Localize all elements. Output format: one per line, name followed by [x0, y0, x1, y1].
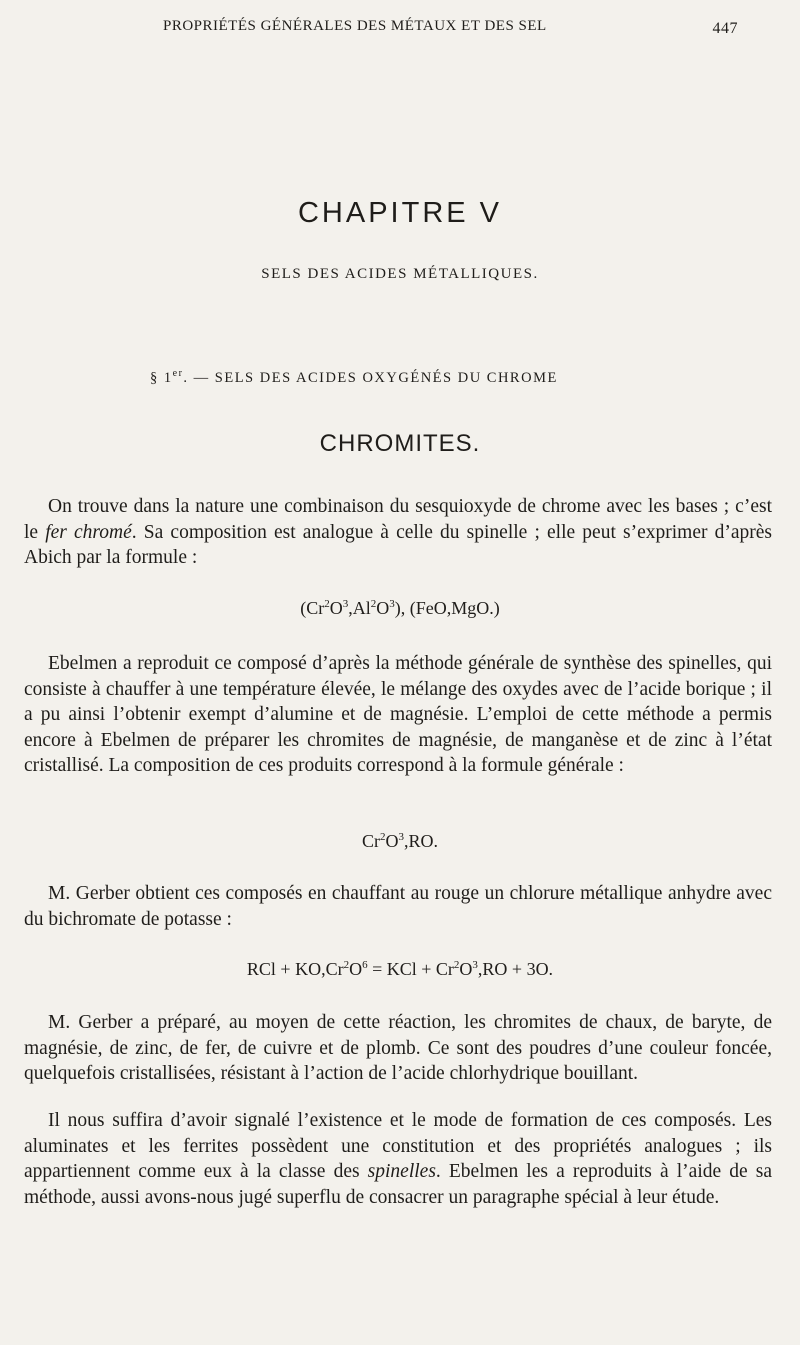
- paragraph-3: M. Gerber obtient ces composés en chauffant au rouge un chlorure métallique anhydre avec du bichromate de potasse :: [24, 883, 772, 930]
- formula-2: $Cr^2O^3,RO$.: [361, 831, 438, 851]
- running-title: PROPRIÉTÉS GÉNÉRALES DES MÉTAUX ET DES SEL: [163, 18, 547, 34]
- section-title: [150, 368, 750, 387]
- paragraph-5-text-a: Il nous suffira d’avoir signalé l’existence et le mode de formation de ces composés. Les aluminates et les ferrites possèdent une constitution et des propriétés analogues ; ils appartiennent comme eux à la classe des: [24, 1110, 772, 1183]
- paragraph-5: [24, 1108, 772, 1210]
- paragraph-5-text-b: . Ebelmen les a reproduits à l’aide de sa méthode, aussi avons-nous jugé superflu de consacrer un paragraphe spécial à leur étude.: [24, 1161, 772, 1208]
- paragraph-5-emphasis: spinelles: [367, 1161, 436, 1183]
- formula-1: $(Cr^2O^3,Al^2O^3)$, (FeO,MgO.): [300, 598, 500, 618]
- page-number: 447: [712, 20, 738, 37]
- paragraph-2: Ebelmen a reproduit ce composé d’après la méthode générale de synthèse des spinelles, qui consiste à chauffer à une température élevée, le mélange des oxydes avec de l’acide borique ; il a pu ainsi l’obtenir exempt d’alumine et de magnésie. L’emploi de cette méthode a permis encore à Ebelmen de préparer les chromites de magnésie, de manganèse et de zinc à l’état cristallisé. La composition de ces produits correspond à la formule générale :: [24, 653, 772, 777]
- paragraph-1-text-a: On trouve dans la nature une combinaison du sesquioxyde de chrome avec les bases ; c’est le: [24, 496, 772, 543]
- formula-3: RCl + $KO,Cr^2O^6$ = KCl + $Cr^2O^3,RO + 3O$.: [246, 959, 554, 979]
- section-mark: § 1: [150, 369, 173, 386]
- chapter-title: CHAPITRE V: [297, 197, 503, 229]
- paragraph-1: [24, 494, 772, 571]
- chapter-subtitle: SELS DES ACIDES MÉTALLIQUES.: [261, 266, 539, 282]
- section-title-text: . — SELS DES ACIDES OXYGÉNÉS DU CHROME: [183, 369, 558, 386]
- paragraph-1-emphasis: fer chromé: [45, 521, 132, 543]
- paragraph-1-text-b: . Sa composition est analogue à celle du spinelle ; elle peut s’exprimer d’après Abich par la formule :: [24, 521, 772, 569]
- section-mark-sup: er: [172, 368, 184, 379]
- paragraph-4: M. Gerber a préparé, au moyen de cette réaction, les chromites de chaux, de baryte, de magnésie, de zinc, de fer, de cuivre et de plomb. Ce sont des poudres d’une couleur foncée, quelquefois cristallisées, résistant à l’action de l’acide chlorhydrique bouillant.: [24, 1012, 772, 1085]
- section-heading: CHROMITES.: [319, 430, 481, 457]
